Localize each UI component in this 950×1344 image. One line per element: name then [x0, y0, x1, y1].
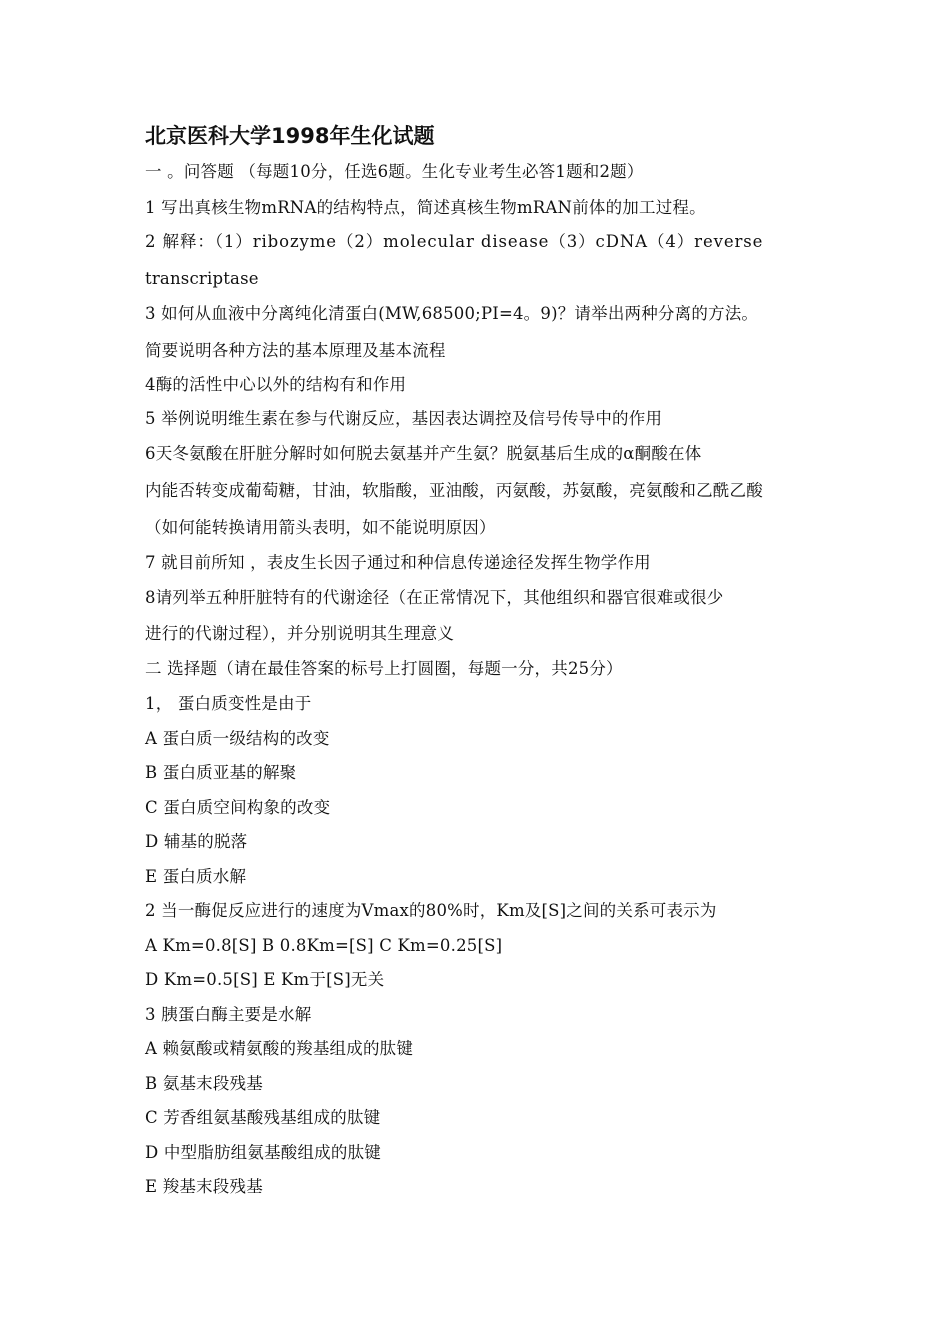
question-3-line-2: 简要说明各种方法的基本原理及基本流程	[145, 341, 446, 360]
section1-heading: 一 。问答题 （每题10分，任选6题。生化专业考生必答1题和2题）	[145, 162, 644, 181]
mc3-option-e: E 羧基末段残基	[145, 1177, 263, 1196]
mc1-option-d: D 辅基的脱落	[145, 832, 248, 851]
question-3-line-1: 3 如何从血液中分离纯化清蛋白(MW,68500;PI=4。9)？请举出两种分离的方法。	[145, 304, 759, 323]
mc3-option-a: A 赖氨酸或精氨酸的羧基组成的肽键	[145, 1039, 414, 1058]
mc2-options-line-1: A Km=0.8[S] B 0.8Km=[S] C Km=0.25[S]	[145, 936, 503, 955]
question-7: 7 就目前所知 ，表皮生长因子通过和种信息传递途径发挥生物学作用	[145, 553, 651, 572]
question-8-line-2: 进行的代谢过程），并分别说明其生理意义	[145, 624, 455, 643]
question-6-line-2: 内能否转变成葡萄糖，甘油，软脂酸，亚油酸，丙氨酸，苏氨酸，亮氨酸和乙酰乙酸	[145, 481, 763, 500]
question-2-line-1: 2 解释：（1）ribozyme（2）molecular disease（3）cDNA（4）reverse	[145, 232, 764, 251]
mc1-option-a: A 蛋白质一级结构的改变	[145, 729, 330, 748]
mc3-option-b: B 氨基末段残基	[145, 1074, 263, 1093]
mc3-option-d: D 中型脂肪组氨基酸组成的肽键	[145, 1143, 381, 1162]
question-2-line-2: transcriptase	[145, 269, 259, 288]
question-6-line-3: （如何能转换请用箭头表明，如不能说明原因）	[145, 518, 496, 537]
mc1-option-b: B 蛋白质亚基的解聚	[145, 763, 297, 782]
question-4: 4酶的活性中心以外的结构有和作用	[145, 375, 407, 394]
question-8-line-1: 8请列举五种肝脏特有的代谢途径（在正常情况下，其他组织和器官很难或很少	[145, 588, 724, 607]
mc1-stem: 1， 蛋白质变性是由于	[145, 694, 312, 713]
question-1: 1 写出真核生物mRNA的结构特点，简述真核生物mRAN前体的加工过程。	[145, 198, 706, 217]
mc2-stem: 2 当一酶促反应进行的速度为Vmax的80%时，Km及[S]之间的关系可表示为	[145, 901, 717, 920]
mc2-options-line-2: D Km=0.5[S] E Km于[S]无关	[145, 970, 385, 989]
mc3-stem: 3 胰蛋白酶主要是水解	[145, 1005, 312, 1024]
section2-heading: 二 选择题（请在最佳答案的标号上打圆圈，每题一分，共25分）	[145, 659, 623, 678]
mc3-option-c: C 芳香组氨基酸残基组成的肽键	[145, 1108, 381, 1127]
mc1-option-c: C 蛋白质空间构象的改变	[145, 798, 331, 817]
question-6-line-1: 6天冬氨酸在肝脏分解时如何脱去氨基并产生氨？脱氨基后生成的α酮酸在体	[145, 444, 702, 463]
document-title: 北京医科大学1998年生化试题	[145, 124, 435, 148]
question-5: 5 举例说明维生素在参与代谢反应，基因表达调控及信号传导中的作用	[145, 409, 663, 428]
mc1-option-e: E 蛋白质水解	[145, 867, 247, 886]
